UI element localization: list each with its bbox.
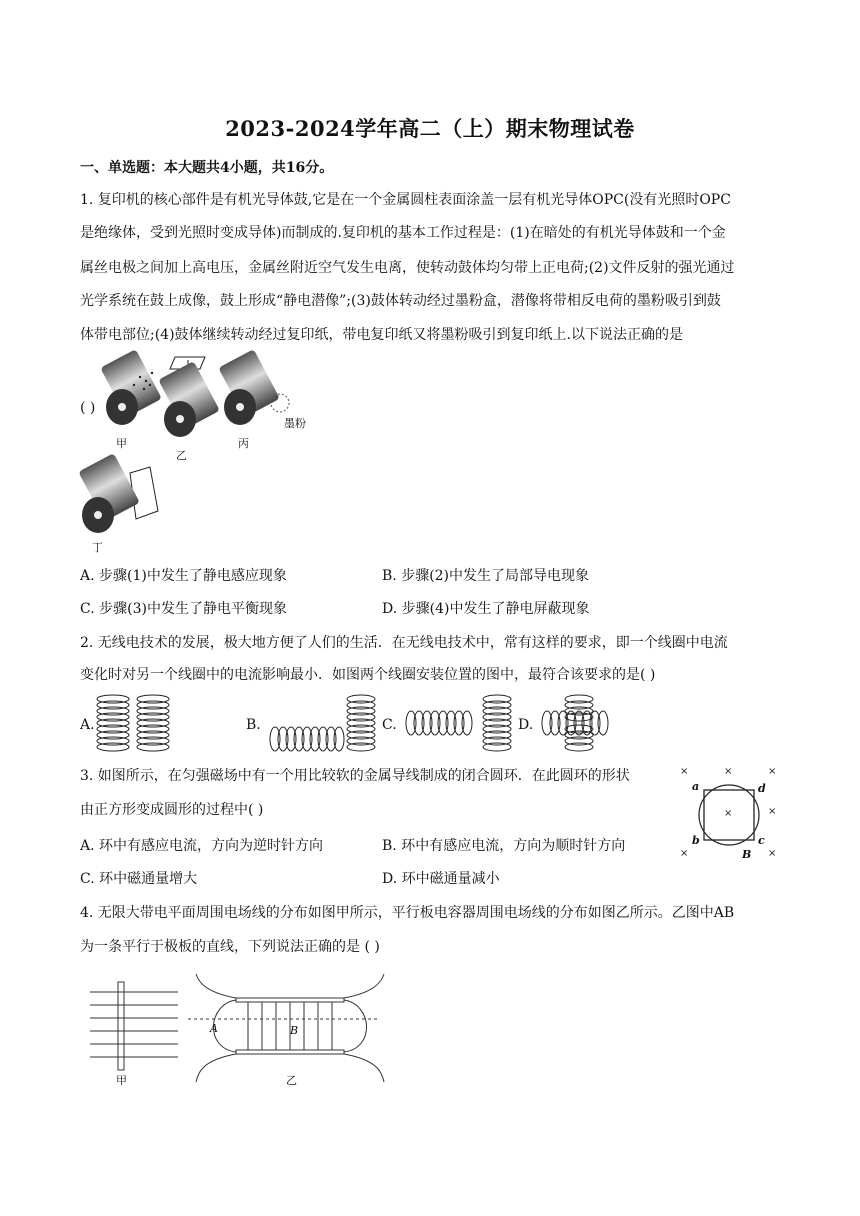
label-ding: 丁 (92, 541, 103, 554)
svg-text:×: × (724, 808, 733, 819)
q2-line-1: 2. 无线电技术的发展，极大地方便了人们的生活．在无线电技术中，常有这样的要求，即一个线圈中电流 (80, 635, 728, 651)
q1-line-3: 属丝电极之间加上高电压，金属丝附近空气发生电离，使转动鼓体均匀带上正电荷;(2)文件反射的强光通过 (80, 260, 735, 276)
label-toner: 墨粉 (284, 417, 306, 430)
label-bing: 丙 (238, 437, 249, 450)
q1-option-d[interactable]: D. 步骤(4)中发生了静电屏蔽现象 (382, 601, 590, 617)
corner-b: b (692, 834, 700, 847)
q4-line-1: 4. 无限大带电平面周围电场线的分布如图甲所示，平行板电容器周围电场线的分布如图乙所示。乙图中AB (80, 905, 735, 921)
q1-drum-figure (92, 355, 320, 555)
q3-line-2: 由正方形变成圆形的过程中( ) (80, 802, 264, 818)
corner-c: c (758, 834, 765, 847)
drum-ding (78, 453, 158, 533)
q2-option-c[interactable]: C. (382, 717, 397, 733)
q1-line-2: 是绝缘体，受到光照时变成导体)而制成的.复印机的基本工作过程是：(1)在暗处的有机光导体鼓和一个金 (80, 225, 726, 241)
q3-magnetic-field-figure (672, 762, 784, 862)
svg-text:×: × (724, 766, 733, 777)
q3-option-b[interactable]: B. 环中有感应电流，方向为顺时针方向 (382, 838, 626, 854)
coil-d (542, 695, 608, 751)
label-jia: 甲 (116, 1074, 127, 1087)
q1-option-b[interactable]: B. 步骤(2)中发生了局部导电现象 (382, 568, 590, 584)
q2-option-d[interactable]: D. (518, 717, 534, 733)
svg-text:×: × (768, 766, 777, 777)
q1-option-a[interactable]: A. 步骤(1)中发生了静电感应现象 (80, 568, 287, 584)
point-b-label: B (290, 1024, 299, 1037)
coil-c (406, 695, 511, 751)
q1-option-c[interactable]: C. 步骤(3)中发生了静电平衡现象 (80, 601, 287, 617)
q2-line-2: 变化时对另一个线圈中的电流影响最小．如图两个线圈安装位置的图中，最符合该要求的是( ) (80, 667, 656, 683)
field-label-b: B (742, 848, 752, 861)
label-yi: 乙 (286, 1074, 297, 1087)
q1-line-4: 光学系统在鼓上成像，鼓上形成“静电潜像”;(3)鼓体转动经过墨粉盒，潜像将带相反电荷的墨粉吸引到鼓 (80, 293, 721, 309)
coil-b (270, 695, 375, 751)
q2-option-b[interactable]: B. (246, 717, 261, 733)
label-jia: 甲 (116, 437, 127, 450)
drum-bing (218, 349, 289, 425)
q1-line-5: 体带电部位;(4)鼓体继续转动经过复印纸，带电复印纸又将墨粉吸引到复印纸上.以下说法正确的是 (80, 327, 683, 343)
svg-text:×: × (768, 848, 777, 859)
q2-coil-figures (95, 693, 615, 757)
q3-option-a[interactable]: A. 环中有感应电流，方向为逆时针方向 (80, 838, 324, 854)
coil-a (97, 695, 169, 751)
q4-line-2: 为一条平行于极板的直线，下列说法正确的是 ( ) (80, 939, 380, 955)
drum-jia (100, 349, 162, 425)
q1-answer-blank: ( ) (80, 400, 96, 416)
svg-text:×: × (680, 766, 689, 777)
page-title: 2023-2024学年高二（上）期末物理试卷 (225, 116, 635, 141)
q3-option-c[interactable]: C. 环中磁通量增大 (80, 871, 198, 887)
figure-jia-plane (90, 982, 178, 1070)
drum-yi (158, 357, 220, 437)
point-a-label: A (210, 1022, 218, 1035)
corner-d: d (758, 782, 766, 795)
svg-text:×: × (680, 848, 689, 859)
section-heading: 一、单选题：本大题共4小题，共16分。 (80, 160, 334, 176)
q1-line-1: 1. 复印机的核心部件是有机光导体鼓,它是在一个金属圆柱表面涂盖一层有机光导体OPC(没有光照时OPC (80, 192, 731, 208)
q3-option-d[interactable]: D. 环中磁通量减小 (382, 871, 500, 887)
svg-text:×: × (768, 806, 777, 817)
label-yi: 乙 (176, 449, 187, 462)
q3-line-1: 3. 如图所示，在匀强磁场中有一个用比较软的金属导线制成的闭合圆环．在此圆环的形状 (80, 768, 630, 784)
corner-a: a (692, 780, 700, 793)
q4-field-line-figure (88, 972, 388, 1090)
q2-option-a[interactable]: A. (80, 717, 95, 733)
